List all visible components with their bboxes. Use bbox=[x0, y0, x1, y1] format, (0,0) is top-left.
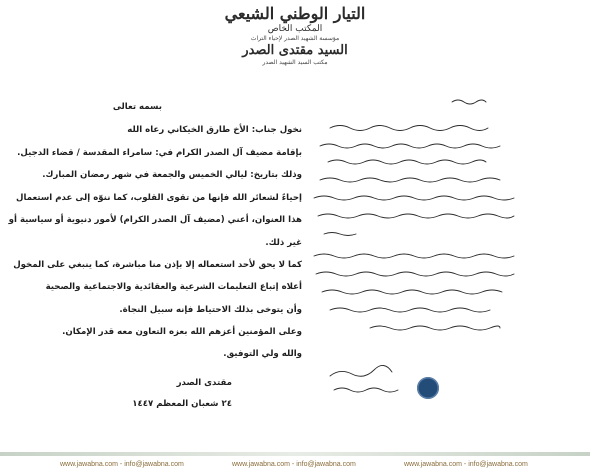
footer-link-right[interactable]: www.jawabna.com - info@jawabna.com bbox=[404, 461, 528, 468]
footer-link-left[interactable]: www.jawabna.com - info@jawabna.com bbox=[60, 461, 184, 468]
letterhead-title: التيار الوطني الشيعي bbox=[224, 4, 366, 23]
footer bbox=[0, 452, 590, 476]
body-line: والله ولي التوفيق. bbox=[223, 349, 302, 359]
body-line: وذلك بتاريخ: ليالي الخميس والجمعة في شهر رمضان المبارك. bbox=[42, 170, 302, 180]
body-line: بإقامة مضيف آل الصدر الكرام في: سامراء المقدسة / قضاء الدجيل. bbox=[17, 148, 302, 158]
letterhead-office: المكتب الخاص bbox=[267, 24, 323, 34]
letterhead bbox=[216, 4, 374, 70]
body-line: هذا العنوان، أعني (مضيف آل الصدر الكرام) لأمور دنيوية أو سياسية أو bbox=[8, 215, 302, 225]
body-line: أعلاه إتباع التعليمات الشرعية والعقائدية والاجتماعية والصحية bbox=[45, 282, 302, 292]
handwritten-scribbles bbox=[300, 84, 590, 404]
letterhead-name: السيد مقتدى الصدر bbox=[242, 43, 348, 58]
signature-name: مقتدى الصدر bbox=[176, 378, 232, 388]
handwritten-original bbox=[300, 84, 590, 404]
letterhead-foundation: مؤسسة الشهيد الصدر لإحياء التراث bbox=[250, 35, 340, 42]
addressee-line: نخول جناب: الأخ طارق الخيكاني رعاه الله bbox=[127, 125, 302, 135]
seal-stamp bbox=[417, 377, 439, 399]
letterhead-subtitle: مكتب السيد الشهيد الصدر bbox=[262, 59, 328, 66]
body-line: كما لا يحق لأحد استعماله إلا بإذن منا مباشرة، كما ينبغي على المخول bbox=[13, 260, 302, 270]
footer-link-center[interactable]: www.jawabna.com - info@jawabna.com bbox=[232, 461, 356, 468]
body-line: غير ذلك. bbox=[265, 238, 302, 248]
body-line: إحياءً لشعائر الله فإنها من تقوى القلوب، كما ننوّه إلى عدم استعمال bbox=[16, 193, 302, 203]
footer-bar bbox=[0, 452, 590, 456]
body-line: وعلى المؤمنين أعزهم الله بعزه التعاون معه قدر الإمكان. bbox=[62, 327, 302, 337]
basmala: بسمه تعالى bbox=[112, 102, 162, 112]
body-line: وأن يتوخى بذلك الاحتياط فإنه سبيل النجاة. bbox=[119, 305, 302, 315]
signature-date: ٢٤ شعبان المعظم ١٤٤٧ bbox=[132, 399, 232, 409]
